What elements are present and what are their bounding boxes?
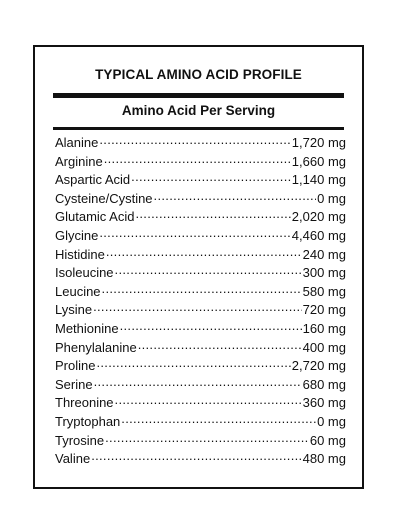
- amino-acid-name: Serine: [55, 376, 93, 392]
- dot-leader: [121, 412, 316, 426]
- dot-leader: [154, 189, 317, 203]
- amino-acid-name: Arginine: [55, 153, 103, 169]
- amino-acid-amount: 1,660 mg: [291, 153, 346, 169]
- amino-acid-row: [55, 338, 346, 357]
- amino-acid-row: [55, 300, 346, 319]
- amino-acid-row: [55, 245, 346, 264]
- dot-leader: [104, 152, 291, 166]
- amino-acid-amount: 400 mg: [302, 339, 346, 355]
- amino-acid-row: [55, 282, 346, 301]
- dot-leader: [138, 338, 302, 352]
- amino-acid-row: [55, 152, 346, 171]
- amino-acid-name: Proline: [55, 358, 96, 374]
- amino-acid-profile-panel: [33, 45, 364, 489]
- amino-acid-name: Phenylalanine: [55, 339, 137, 355]
- amino-acid-amount: 1,720 mg: [291, 135, 346, 150]
- amino-acid-row: [55, 226, 346, 245]
- amino-acid-row: [55, 449, 346, 468]
- amino-acid-name: Methionine: [55, 320, 119, 336]
- amino-acid-name: Aspartic Acid: [55, 172, 131, 188]
- amino-acid-name: Threonine: [55, 395, 114, 411]
- amino-acid-row: [55, 319, 346, 338]
- dot-leader: [102, 282, 302, 296]
- amino-acid-amount: 0 mg: [317, 190, 346, 206]
- amino-acid-row: [55, 189, 346, 208]
- profile-title: TYPICAL AMINO ACID PROFILE: [95, 67, 302, 82]
- amino-acid-amount: 2,720 mg: [291, 358, 346, 374]
- amino-acid-amount: 720 mg: [302, 302, 346, 318]
- dot-leader: [105, 431, 309, 445]
- amino-acid-amount: 1,140 mg: [291, 172, 346, 188]
- amino-acid-amount: 480 mg: [302, 451, 346, 467]
- amino-acid-amount: 160 mg: [302, 320, 346, 336]
- amino-acid-row: [55, 356, 346, 375]
- amino-acid-name: Glycine: [55, 227, 99, 243]
- dot-leader: [91, 449, 301, 463]
- title-divider: [53, 93, 344, 98]
- amino-acid-name: Leucine: [55, 283, 101, 299]
- amino-acid-row: [55, 263, 346, 282]
- amino-acid-name: Tyrosine: [55, 432, 105, 448]
- amino-acid-amount: 0 mg: [317, 413, 346, 429]
- amino-acid-amount: 360 mg: [302, 395, 346, 411]
- dot-leader: [94, 375, 302, 389]
- amino-acid-list: [55, 133, 346, 468]
- amino-acid-row: [55, 412, 346, 431]
- amino-acid-row: [55, 393, 346, 412]
- dot-leader: [106, 245, 302, 259]
- amino-acid-name: Alanine: [55, 135, 99, 150]
- amino-acid-name: Glutamic Acid: [55, 209, 135, 225]
- dot-leader: [96, 356, 290, 370]
- amino-acid-name: Lysine: [55, 302, 93, 318]
- dot-leader: [93, 300, 302, 314]
- dot-leader: [135, 207, 290, 221]
- amino-acid-amount: 2,020 mg: [291, 209, 346, 225]
- amino-acid-amount: 4,460 mg: [291, 227, 346, 243]
- dot-leader: [131, 170, 291, 184]
- amino-acid-row: [55, 375, 346, 394]
- dot-leader: [99, 133, 290, 147]
- amino-acid-name: Histidine: [55, 246, 105, 262]
- dot-leader: [99, 226, 290, 240]
- amino-acid-row: [55, 431, 346, 450]
- amino-acid-name: Valine: [55, 451, 91, 467]
- amino-acid-name: Tryptophan: [55, 413, 121, 429]
- amino-acid-row: [55, 207, 346, 226]
- amino-acid-amount: 240 mg: [302, 246, 346, 262]
- table-header: Amino Acid Per Serving: [121, 103, 276, 118]
- amino-acid-row: [55, 170, 346, 189]
- dot-leader: [115, 263, 302, 277]
- amino-acid-amount: 60 mg: [309, 432, 346, 448]
- dot-leader: [115, 393, 302, 407]
- amino-acid-amount: 680 mg: [302, 376, 346, 392]
- amino-acid-amount: 300 mg: [302, 265, 346, 281]
- amino-acid-amount: 580 mg: [302, 283, 346, 299]
- dot-leader: [120, 319, 302, 333]
- amino-acid-row: [55, 133, 346, 152]
- amino-acid-name: Isoleucine: [55, 265, 114, 281]
- amino-acid-name: Cysteine/Cystine: [55, 190, 153, 206]
- header-divider: [53, 127, 344, 130]
